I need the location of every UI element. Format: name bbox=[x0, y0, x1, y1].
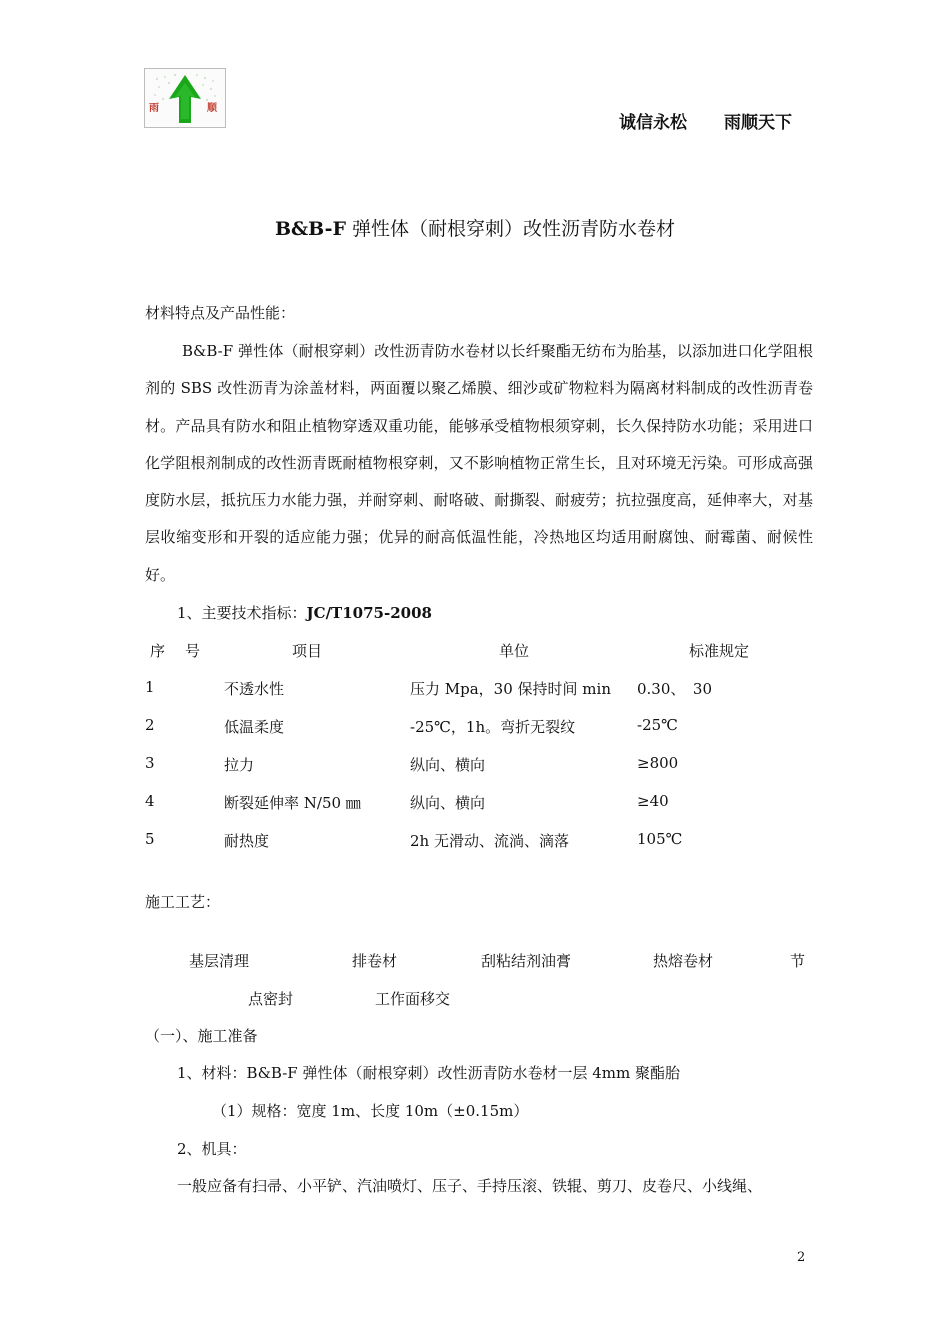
table-header-unit: 单位 bbox=[499, 642, 530, 660]
table-header-no-a: 序 bbox=[150, 642, 166, 660]
table-row-1-no: 1 bbox=[145, 678, 155, 696]
construction-heading: 施工工艺： bbox=[145, 893, 221, 911]
table-row-2-item: 低温柔度 bbox=[224, 718, 285, 736]
table-row-5-item: 耐热度 bbox=[224, 832, 270, 850]
table-header-no-b: 号 bbox=[185, 642, 201, 660]
step-handover: 工作面移交 bbox=[375, 990, 451, 1008]
step-base-cleaning: 基层清理 bbox=[189, 952, 250, 970]
spec-standard: JC/T1075-2008 bbox=[306, 604, 432, 622]
slogan-left: 诚信永松 bbox=[619, 113, 687, 133]
document-title bbox=[0, 214, 950, 241]
table-row-2-unit: -25℃，1h。弯折无裂纹 bbox=[410, 718, 576, 736]
table-row-3-unit: 纵向、横向 bbox=[410, 756, 486, 774]
table-row-1-item: 不透水性 bbox=[224, 680, 285, 698]
table-row-1-unit: 压力 Mpa，30 保持时间 min bbox=[410, 680, 611, 698]
spec-label-line bbox=[177, 602, 432, 623]
table-row-4-item: 断裂延伸率 N/50 ㎜ bbox=[224, 794, 361, 812]
table-row-2-no: 2 bbox=[145, 716, 155, 734]
slogan-right: 雨顺天下 bbox=[724, 113, 792, 133]
spec-label: 1、主要技术指标： bbox=[177, 604, 307, 622]
spec-size-line: （1）规格：宽度 1m、长度 10m（±0.15m） bbox=[212, 1102, 529, 1120]
tools-heading: 2、机具： bbox=[177, 1140, 247, 1158]
page-number: 2 bbox=[797, 1250, 806, 1265]
table-header-item: 项目 bbox=[292, 642, 323, 660]
table-row-5-value: 105℃ bbox=[637, 830, 683, 848]
company-logo bbox=[144, 68, 226, 128]
material-line: 1、材料：B&B-F 弹性体（耐根穿刺）改性沥青防水卷材一层 4mm 聚酯胎 bbox=[177, 1064, 680, 1082]
features-paragraph: B&B-F 弹性体（耐根穿刺）改性沥青防水卷材以长纤聚酯无纺布为胎基，以添加进口化学阻根剂的 SBS 改性沥青为涂盖材料，两面覆以聚乙烯膜、细沙或矿物粒料为隔离材料制成的改性沥青卷材。产品具有防水和阻止植物穿透双重功能，能够承受植物根须穿刺，长久保持防水功能；采用进口化学阻根剂制成的改性沥青既耐植物根穿刺，又不影响植物正常生长，且对环境无污染。可形成高强度防水层，抵抗压力水能力强，并耐穿刺、耐咯破、耐撕裂、耐疲劳；抗拉强度高，延伸率大，对基层收缩变形和开裂的适应能力强；优异的耐高低温性能，冷热地区均适用耐腐蚀、耐霉菌、耐候性好。 bbox=[145, 342, 813, 584]
title-prefix: B&B-F bbox=[274, 218, 346, 240]
table-row-3-item: 拉力 bbox=[224, 756, 255, 774]
table-row-5-no: 5 bbox=[145, 830, 155, 848]
arrow-tree-logo-icon bbox=[145, 69, 225, 127]
table-row-4-no: 4 bbox=[145, 792, 155, 810]
step-layout-membrane: 排卷材 bbox=[352, 952, 398, 970]
tools-line: 一般应备有扫帚、小平铲、汽油喷灯、压子、手持压滚、铁辊、剪刀、皮卷尺、小线绳、 bbox=[177, 1177, 763, 1195]
step-apply-adhesive: 刮粘结剂油膏 bbox=[481, 952, 572, 970]
table-header-standard: 标准规定 bbox=[689, 642, 750, 660]
step-hot-melt: 热熔卷材 bbox=[653, 952, 714, 970]
table-row-3-value: ≥800 bbox=[637, 754, 679, 772]
table-row-1-value: 0.30、 30 bbox=[637, 680, 712, 698]
title-text: 弹性体（耐根穿刺）改性沥青防水卷材 bbox=[352, 218, 676, 240]
table-row-2-value: -25℃ bbox=[637, 716, 678, 734]
svg-text:雨: 雨 bbox=[149, 103, 159, 114]
step-node-part: 节 bbox=[790, 952, 806, 970]
features-heading: 材料特点及产品性能： bbox=[145, 304, 296, 322]
table-row-4-unit: 纵向、横向 bbox=[410, 794, 486, 812]
step-node-sealing: 点密封 bbox=[248, 990, 294, 1008]
svg-text:顺: 顺 bbox=[207, 103, 217, 114]
prep-heading: （一）、施工准备 bbox=[145, 1027, 258, 1045]
table-row-4-value: ≥40 bbox=[637, 792, 669, 810]
table-row-3-no: 3 bbox=[145, 754, 155, 772]
table-row-5-unit: 2h 无滑动、流淌、滴落 bbox=[410, 832, 569, 850]
